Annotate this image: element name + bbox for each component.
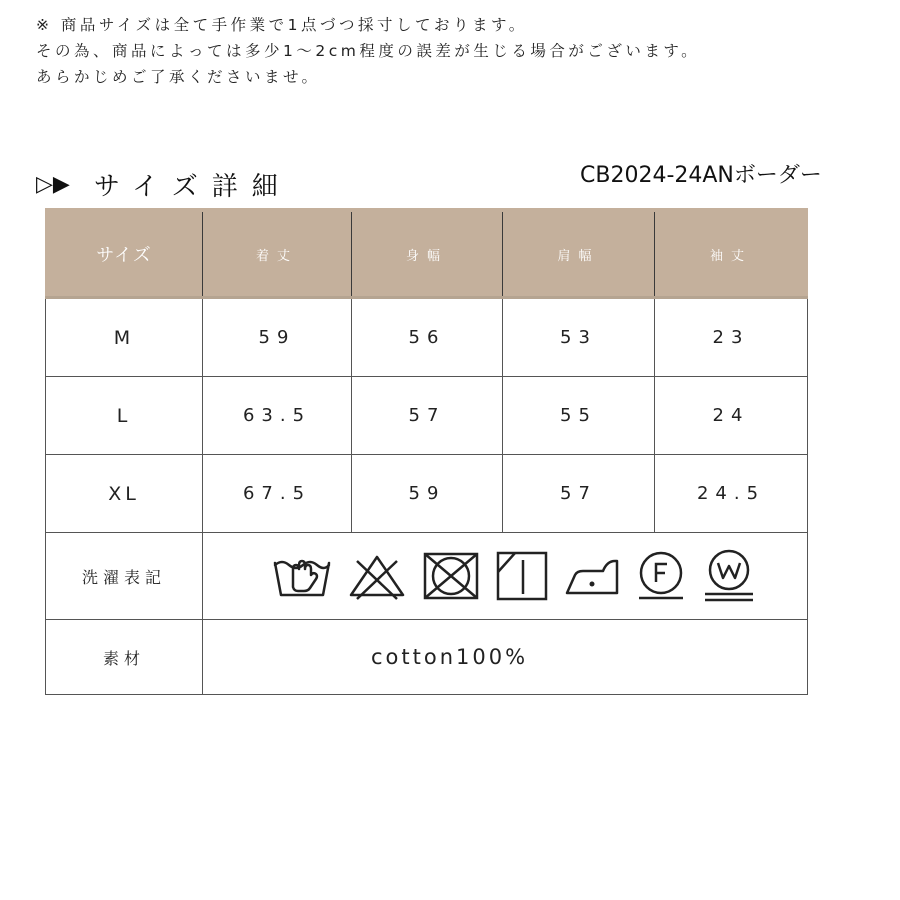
material-label: 素材 [46, 620, 203, 695]
material-value: cotton100% [203, 620, 808, 695]
header-width: 身幅 [352, 210, 503, 298]
width-cell: 56 [352, 298, 503, 377]
size-table [45, 208, 808, 695]
size-notice [36, 12, 700, 90]
low-iron-icon [563, 553, 621, 599]
do-not-tumble-dry-icon [421, 550, 481, 602]
care-row [46, 533, 808, 620]
hand-wash-icon [271, 551, 333, 601]
length-cell: 67.5 [203, 455, 352, 533]
care-icons [203, 548, 807, 604]
sleeve-cell: 23 [655, 298, 808, 377]
line-dry-in-shade-icon [495, 550, 549, 602]
shoulder-cell: 53 [503, 298, 655, 377]
wet-clean-w-icon [701, 548, 757, 604]
header-length: 着丈 [203, 210, 352, 298]
length-cell: 63.5 [203, 377, 352, 455]
care-icons-cell [203, 533, 808, 620]
width-cell: 59 [352, 455, 503, 533]
notice-line-2: その為、商品によっては多少1〜2cm程度の誤差が生じる場合がございます。 [36, 42, 701, 60]
notice-line-3: あらかじめご了承くださいませ。 [36, 68, 321, 86]
sleeve-cell: 24.5 [655, 455, 808, 533]
sleeve-cell: 24 [655, 377, 808, 455]
shoulder-cell: 55 [503, 377, 655, 455]
size-cell: XL [46, 455, 203, 533]
table-row [46, 298, 808, 377]
notice-line-1: ※ 商品サイズは全て手作業で1点づつ採寸しております。 [36, 16, 528, 34]
do-not-bleach-icon [347, 551, 407, 601]
table-row [46, 377, 808, 455]
size-detail-heading [36, 166, 292, 203]
section-title: サイズ詳細 [93, 172, 292, 202]
material-row [46, 620, 808, 695]
table-header-row [46, 210, 808, 298]
header-shoulder: 肩幅 [503, 210, 655, 298]
shoulder-cell: 57 [503, 455, 655, 533]
triangle-arrows-icon: ▷▶ [36, 172, 70, 197]
size-cell: M [46, 298, 203, 377]
width-cell: 57 [352, 377, 503, 455]
table-row [46, 455, 808, 533]
header-size: サイズ [46, 210, 203, 298]
size-cell: L [46, 377, 203, 455]
header-sleeve: 袖丈 [655, 210, 808, 298]
product-code: CB2024-24ANボーダー [580, 163, 822, 188]
dry-clean-f-icon [635, 550, 687, 602]
care-label: 洗濯表記 [46, 533, 203, 620]
length-cell: 59 [203, 298, 352, 377]
